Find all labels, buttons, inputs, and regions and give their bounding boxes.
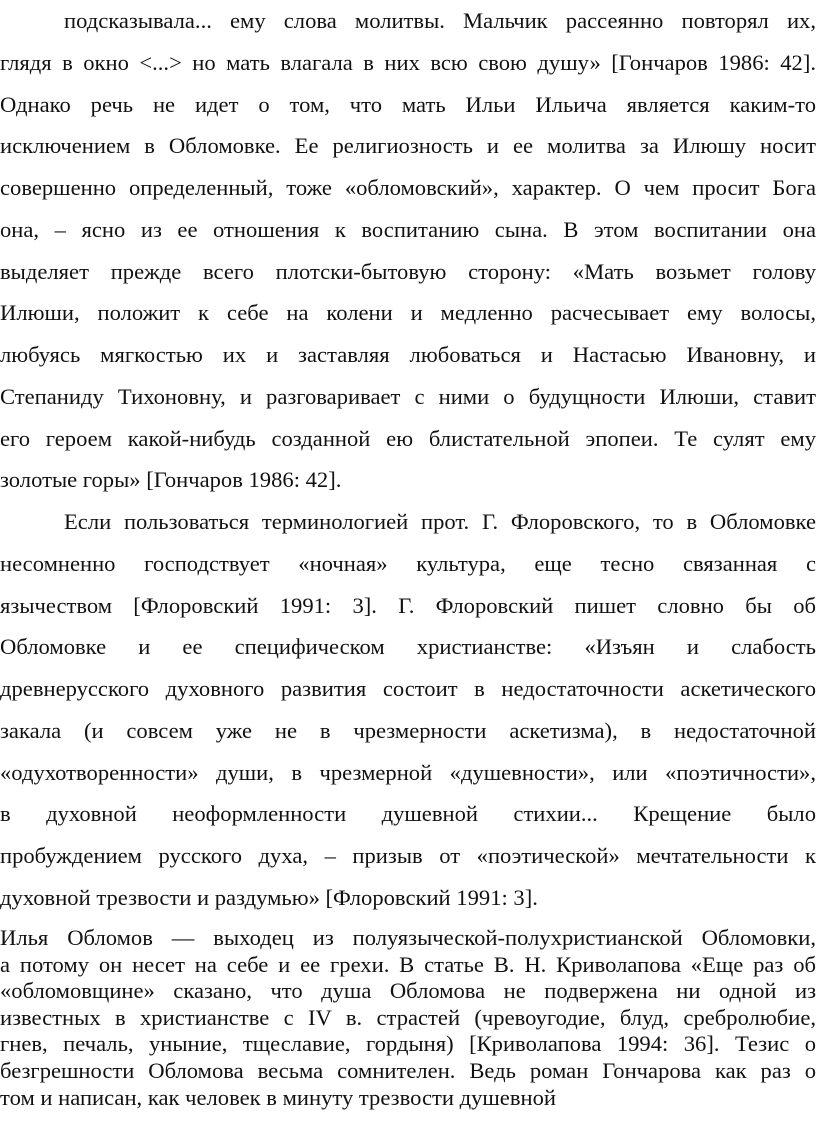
text-line: закала (и совсем уже не в чрезмерности аскетизма), в недостаточной [0,717,816,743]
text-line: подсказывала... ему слова молитвы. Мальчик рассеянно повторял их, [64,8,816,33]
text-line: безгрешности Обломова весьма сомнителен. Ведь роман Гончарова как раз о [0,1057,816,1083]
text-line: гнев, печаль, уныние, тщеславие, гордыня) [Криволапова 1994: 36]. Тезис о [0,1031,816,1057]
text-line: в духовной неоформленности душевной стихии... Крещение было [0,801,816,827]
text-line: древнерусского духовного развития состоит в недостаточности аскетического [0,676,816,701]
text-line: совершенно определенный, тоже «обломовский», характер. О чем просит Бога [0,175,816,200]
text-line: Степаниду Тихоновну, и разговаривает с ними о будущности Илюши, ставит [0,383,816,409]
text-line: несомненно господствует «ночная» культура, еще тесно связанная с [0,550,816,576]
paragraph-2 [0,501,816,919]
text-line: язычеством [Флоровский 1991: 3]. Г. Флоровский пишет словно бы об [0,592,816,618]
paragraph-3 [0,925,816,1111]
text-line: Если пользоваться терминологией прот. Г. Флоровского, то в Обломовке [64,509,816,534]
text-line: Однако речь не идет о том, что мать Ильи Ильича является каким-то [0,91,816,117]
text-line: Обломовке и ее специфическом христианстве: «Изъян и слабость [0,634,816,660]
text-line: исключением в Обломовке. Ее религиозность и ее молитва за Илюшу носит [0,133,816,159]
text-line: том и написан, как человек в минуту трезвости душевной [0,1084,556,1110]
text-line: глядя в окно <...> но мать влагала в них всю свою душу» [Гончаров 1986: 42]. [0,49,816,75]
text-line: Илья Обломов — выходец из полуязыческой-полухристианской Обломовки, [0,925,816,950]
text-line: любуясь мягкостью их и заставляя любоваться и Настасью Ивановну, и [0,342,816,367]
text-line: его героем какой-нибудь созданной ею блистательной эпопеи. Те сулят ему [0,425,816,451]
text-line: известных в христианстве с IV в. страстей (чревоугодие, блуд, сребролюбие, [0,1004,816,1030]
text-line: «одухотворенности» души, в чрезмерной «душевности», или «поэтичности», [0,759,816,785]
text-line: выделяет прежде всего плотски-бытовую сторону: «Мать возьмет голову [0,258,816,284]
text-line: золотые горы» [Гончаров 1986: 42]. [0,467,342,493]
text-line: пробуждением русского духа, – призыв от «поэтической» мечтательности к [0,843,816,868]
text-line: «обломовщине» сказано, что душа Обломова не подвержена ни одной из [0,978,816,1004]
paragraph-1 [0,0,816,501]
text-line: духовной трезвости и раздумью» [Флоровский 1991: 3]. [0,884,538,910]
text-line: а потому он несет на себе и ее грехи. В статье В. Н. Криволапова «Еще раз об [0,951,816,977]
text-line: она, – ясно из ее отношения к воспитанию сына. В этом воспитании она [0,216,816,242]
text-line: Илюши, положит к себе на колени и медленно расчесывает ему волосы, [0,300,816,326]
